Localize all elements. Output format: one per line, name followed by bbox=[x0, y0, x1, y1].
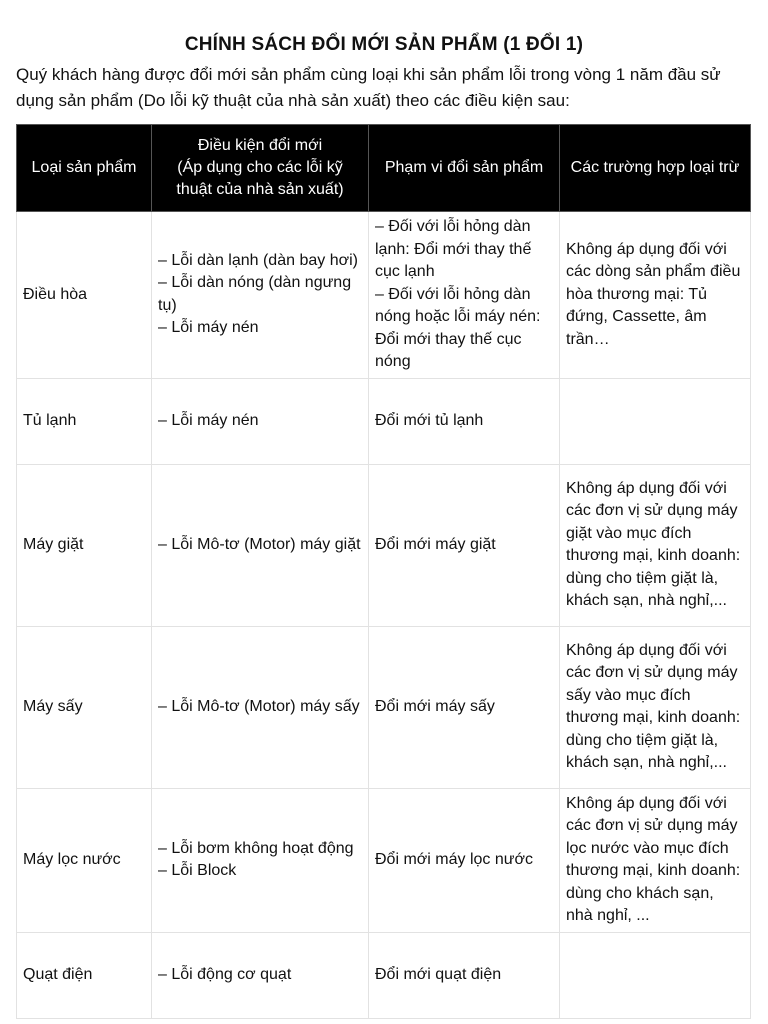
header-exchange-scope: Phạm vi đổi sản phẩm bbox=[369, 125, 560, 212]
cell-condition: – Lỗi Mô-tơ (Motor) máy giặt bbox=[152, 464, 369, 626]
table-row bbox=[17, 626, 751, 788]
table-row bbox=[17, 212, 751, 379]
table-row bbox=[17, 932, 751, 1018]
cell-scope: – Đối với lỗi hỏng dàn lạnh: Đổi mới thay thế cục lạnh – Đối với lỗi hỏng dàn nóng hoặc lỗi máy nén: Đổi mới thay thế cục nóng bbox=[369, 212, 560, 379]
cell-exclusion: Không áp dụng đối với các dòng sản phẩm điều hòa thương mại: Tủ đứng, Cassette, âm trần… bbox=[560, 212, 751, 379]
cell-scope: Đổi mới máy sấy bbox=[369, 626, 560, 788]
cell-product: Tủ lạnh bbox=[17, 378, 152, 464]
header-product-type: Loại sản phẩm bbox=[17, 125, 152, 212]
cell-scope: Đổi mới máy lọc nước bbox=[369, 788, 560, 932]
table-row bbox=[17, 378, 751, 464]
cell-exclusion: Không áp dụng đối với các đơn vị sử dụng máy sấy vào mục đích thương mại, kinh doanh: dùng cho tiệm giặt là, khách sạn, nhà nghỉ,... bbox=[560, 626, 751, 788]
cell-condition: – Lỗi máy nén bbox=[152, 378, 369, 464]
table-header-row bbox=[17, 125, 751, 212]
cell-exclusion: Không áp dụng đối với các đơn vị sử dụng máy giặt vào mục đích thương mại, kinh doanh: dùng cho tiệm giặt là, khách sạn, nhà nghỉ,... bbox=[560, 464, 751, 626]
cell-condition: – Lỗi bơm không hoạt động – Lỗi Block bbox=[152, 788, 369, 932]
cell-condition: – Lỗi dàn lạnh (dàn bay hơi) – Lỗi dàn nóng (dàn ngưng tụ) – Lỗi máy nén bbox=[152, 212, 369, 379]
table-row bbox=[17, 464, 751, 626]
cell-scope: Đổi mới quạt điện bbox=[369, 932, 560, 1018]
cell-scope: Đổi mới tủ lạnh bbox=[369, 378, 560, 464]
cell-product: Máy lọc nước bbox=[17, 788, 152, 932]
intro-paragraph: Quý khách hàng được đổi mới sản phẩm cùng loại khi sản phẩm lỗi trong vòng 1 năm đầu sử dụng sản phẩm (Do lỗi kỹ thuật của nhà sản xuất) theo các điều kiện sau: bbox=[16, 65, 721, 110]
cell-exclusion: Không áp dụng đối với các đơn vị sử dụng máy lọc nước vào mục đích thương mại, kinh doanh: dùng cho khách sạn, nhà nghỉ, ... bbox=[560, 788, 751, 932]
cell-condition: – Lỗi Mô-tơ (Motor) máy sấy bbox=[152, 626, 369, 788]
header-exclusions: Các trường hợp loại trừ bbox=[560, 125, 751, 212]
page-title: CHÍNH SÁCH ĐỔI MỚI SẢN PHẨM (1 ĐỔI 1) bbox=[184, 34, 584, 55]
cell-exclusion bbox=[560, 932, 751, 1018]
cell-exclusion bbox=[560, 378, 751, 464]
cell-product: Máy sấy bbox=[17, 626, 152, 788]
exchange-policy-table bbox=[16, 124, 751, 1019]
cell-product: Điều hòa bbox=[17, 212, 152, 379]
cell-condition: – Lỗi động cơ quạt bbox=[152, 932, 369, 1018]
cell-product: Quạt điện bbox=[17, 932, 152, 1018]
cell-product: Máy giặt bbox=[17, 464, 152, 626]
table-row bbox=[17, 788, 751, 932]
header-exchange-condition: Điều kiện đổi mới (Áp dụng cho các lỗi kỹ thuật của nhà sản xuất) bbox=[152, 125, 369, 212]
cell-scope: Đổi mới máy giặt bbox=[369, 464, 560, 626]
